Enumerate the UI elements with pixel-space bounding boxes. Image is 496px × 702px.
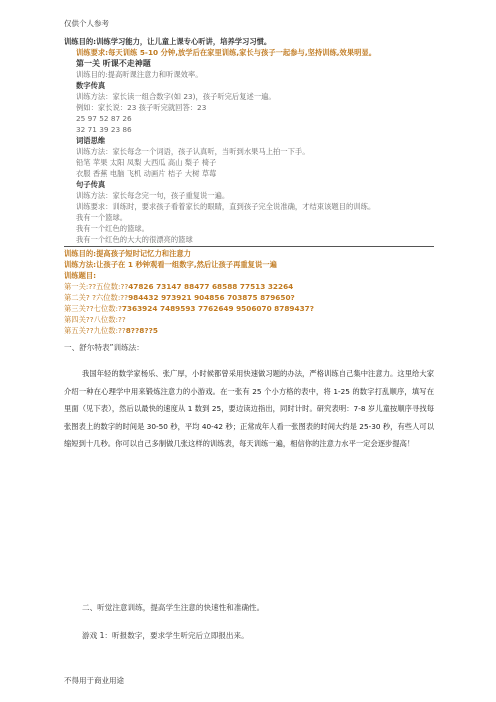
sentence-title: 句子传真 [76,180,106,189]
schulte-heading: 一、舒尔特表”训练法： [64,343,144,352]
memory-title: 训练题目: [64,271,97,280]
sentence-requirement: 训练要求：训练时，要求孩子看着家长的眼睛，直到孩子完全说准确，才结束该题目的训练。 [76,202,376,211]
words-row-1: 铅笔 苹果 太阳 凤梨 大西瓜 高山 梨子 椅子 [76,158,217,167]
round-2-label: 第二关? ?六位数:?? [64,293,129,302]
round-1-digits: 47826 73147 88477 68588 77513 32264 [128,282,294,291]
sentence-1: 我有一个篮球。 [76,213,128,222]
sentence-3: 我有一个红色的大大的很漂亮的篮球 [76,235,193,244]
round-5-digits: 8??8??5 [125,326,158,335]
round-3-label: 第三关??七位数:? [64,304,122,313]
sentence-2: 我有一个红色的篮球。 [76,224,149,233]
round-4 [64,315,126,324]
round-3 [64,304,314,313]
level1-title: 第一关 听课不走神题 [76,59,151,68]
digits-title: 数字传真 [76,81,106,90]
training-goal-text: 训练目的:训练学习能力，让儿童上课专心听讲，培养学习习惯。 [64,37,272,46]
round-5-label: 第五关??九位数:?? [64,326,126,335]
digits-method: 训练方法：家长读一组合数字(如 23)，孩子听完后复述一遍。 [76,92,276,101]
digits-example: 例如：家长说：23 孩子听完就回答：23 [76,103,207,112]
words-method: 训练方法：家长每念一个词语，孩子认真听，当听到水果马上拍一下手。 [76,147,310,156]
training-goal [64,37,271,46]
schulte-paragraph [64,365,434,453]
round-5 [64,326,158,335]
words-title: 词语思维 [76,136,106,145]
memory-goal: 训练目的:提高孩子短时记忆力和注意力 [64,249,191,258]
words-row-2: 衣服 香蕉 电脑 飞机 动画片 桔子 大树 草莓 [76,169,217,178]
page-footer: 不得用于商业用途 [64,676,124,685]
digits-row-2: 32 71 39 23 86 [76,125,132,134]
round-1 [64,282,293,291]
memory-method: 训练方法:让孩子在 1 秒钟观看一组数字,然后让孩子再重复说一遍 [64,260,277,269]
auditory-heading: 二、听觉注意训练，提高学生注意的快速性和准确性。 [82,603,265,612]
level1-goal: 训练目的:提高听课注意力和听课效率。 [76,70,203,79]
round-1-label: 第一关:??五位数:?? [64,282,129,291]
training-requirement: 训练要求:每天训练 5-10 分钟,放学后在家里训练,家长与孩子一起参与,坚持训练,效果明显。 [76,48,377,57]
digits-row-1: 25 97 52 87 26 [76,114,132,123]
sentence-method: 训练方法：家长每念完一句，孩子重复说一遍。 [76,191,230,200]
round-2-digits: 984432 973921 904856 703875 879650? [128,293,295,302]
schulte-paragraph-text: 我国年轻的数学家杨乐、张广厚，小时候都曾采用快速做习题的办法，严格训练自己集中注意力。这里给大家介绍一种在心理学中用来锻炼注意力的小游戏。在一张有 25 个小方格的表中，将 1-25 的数字打乱顺序，填写在里面（见下表），然后以最快的速度从 1 数到 25，要边读边指出，同时计时。研究表明：7-8 岁儿童按顺序寻找每张图表上的数字的时间是 30-50 秒，平均 40-42 秒；正常成年人看一张图表的时间大约是 25-30 秒，有些人可以缩短到十几秒。你可以自己多制做几张这样的训练表，每天训练一遍，相信你的注意力水平一定会逐步提高！ [64,369,434,448]
page-header: 仅供个人参考 [64,19,109,28]
section-divider [64,246,434,247]
round-4-label: 第四关??八位数:?? [64,315,126,324]
game-1: 游戏 1：听报数字，要求学生听完后立即报出来。 [82,631,249,640]
round-3-digits: 7363924 7489593 7762649 9506070 8789437? [121,304,314,313]
round-2 [64,293,295,302]
